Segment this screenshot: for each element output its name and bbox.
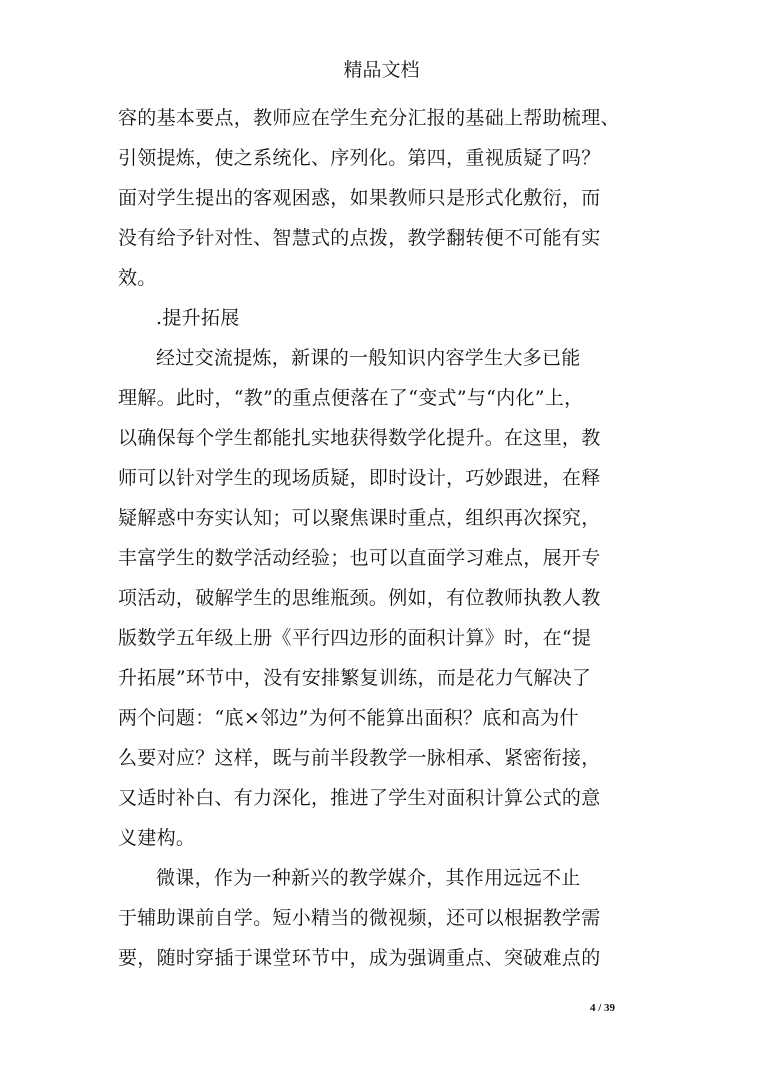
text-line: 么要对应？这样，既与前半段教学一脉相承、紧密衔接，: [118, 747, 601, 769]
text-line: 疑解惑中夯实认知；可以聚焦课时重点，组织再次探究，: [118, 507, 601, 529]
text-line: 师可以针对学生的现场质疑，即时设计，巧妙跟进，在释: [118, 467, 601, 489]
text-line: 以确保每个学生都能扎实地获得数学化提升。在这里，教: [118, 427, 601, 449]
text-line: 理解。此时，“教”的重点便落在了“变式”与“内化”上，: [118, 387, 584, 409]
text-line: 面对学生提出的客观困惑，如果教师只是形式化敷衍，而: [118, 187, 601, 209]
text-line: 版数学五年级上册《平行四边形的面积计算》时，在“提: [118, 627, 592, 649]
text-line: 升拓展”环节中，没有安排繁复训练，而是花力气解决了: [118, 667, 592, 689]
text-line: 微课，作为一种新兴的教学媒介，其作用远远不止: [156, 867, 581, 889]
text-line: 效。: [118, 267, 157, 289]
page-number: 4 / 39: [590, 1002, 616, 1014]
text-line: 经过交流提炼，新课的一般知识内容学生大多已能: [156, 347, 581, 369]
page-header: 精品文档: [343, 59, 420, 81]
text-line: 义建构。: [118, 827, 196, 849]
text-line: 容的基本要点，教师应在学生充分汇报的基础上帮助梳理、: [118, 107, 620, 129]
text-line: .提升拓展: [156, 307, 240, 329]
text-line: 于辅助课前自学。短小精当的微视频，还可以根据教学需: [118, 907, 601, 929]
text-line: 两个问题：“底×邻边”为何不能算出面积？底和高为什: [118, 707, 579, 729]
text-line: 又适时补白、有力深化，推进了学生对面积计算公式的意: [118, 787, 601, 809]
text-line: 引领提炼，使之系统化、序列化。第四，重视质疑了吗？: [118, 147, 601, 169]
text-line: 丰富学生的数学活动经验；也可以直面学习难点，展开专: [118, 547, 601, 569]
text-line: 项活动，破解学生的思维瓶颈。例如，有位教师执教人教: [118, 587, 601, 609]
document-body: [118, 98, 648, 978]
text-line: 没有给予针对性、智慧式的点拨，教学翻转便不可能有实: [118, 227, 601, 249]
text-line: 要，随时穿插于课堂环节中，成为强调重点、突破难点的: [118, 947, 601, 969]
